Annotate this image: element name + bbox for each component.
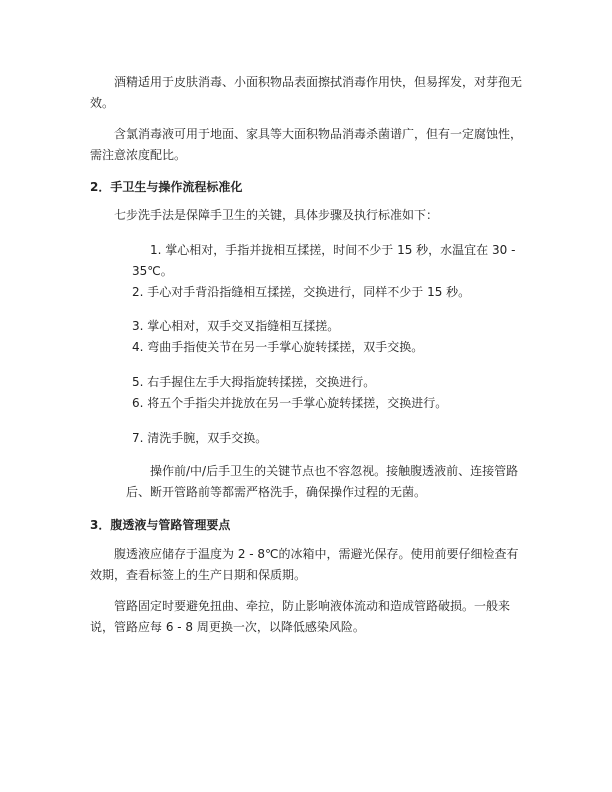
paragraph-chlorine: 含氯消毒液可用于地面、家具等大面积物品消毒杀菌谱广，但有一定腐蚀性，需注意浓度配比。	[90, 127, 523, 162]
list-item-step-5: 5. 右手握住左手大拇指旋转揉搓，交换进行。	[132, 375, 376, 389]
paragraph-dialysate-storage: 腹透液应储存于温度为 2 - 8℃的冰箱中，需避光保存。使用前要仔细检查有效期，查看标签上的生产日期和保质期。	[90, 547, 519, 582]
paragraph-alcohol: 酒精适用于皮肤消毒、小面积物品表面擦拭消毒作用快，但易挥发，对芽孢无效。	[90, 75, 523, 110]
paragraph-seven-step-intro: 七步洗手法是保障手卫生的关键，具体步骤及执行标准如下：	[114, 208, 439, 222]
list-item-step-7: 7. 清洗手腕，双手交换。	[132, 431, 268, 445]
list-item-step-6: 6. 将五个手指尖并拢放在另一手掌心旋转揉搓，交换进行。	[132, 396, 448, 410]
paragraph-tubing-management: 管路固定时要避免扭曲、牵拉，防止影响液体流动和造成管路破损。一般来说，管路应每 6 - 8 周更换一次，以降低感染风险。	[90, 599, 511, 634]
section-heading-hand-hygiene: 2．手卫生与操作流程标准化	[90, 180, 243, 194]
list-item-step-1: 1. 掌心相对，手指并拢相互揉搓，时间不少于 15 秒，水温宜在 30 - 35℃。	[132, 243, 516, 278]
list-item-step-3: 3. 掌心相对，双手交叉指缝相互揉搓。	[132, 319, 340, 333]
list-item-step-2: 2. 手心对手背沿指缝相互揉搓，交换进行，同样不少于 15 秒。	[132, 285, 471, 299]
list-item-step-4: 4. 弯曲手指使关节在另一手掌心旋转揉搓，双手交换。	[132, 340, 424, 354]
section-heading-dialysate-tubing: 3．腹透液与管路管理要点	[90, 518, 231, 532]
paragraph-hand-hygiene-nodes: 操作前/中/后手卫生的关键节点也不容忽视。接触腹透液前、连接管路后、断开管路前等都需严格洗手，确保操作过程的无菌。	[126, 464, 519, 499]
